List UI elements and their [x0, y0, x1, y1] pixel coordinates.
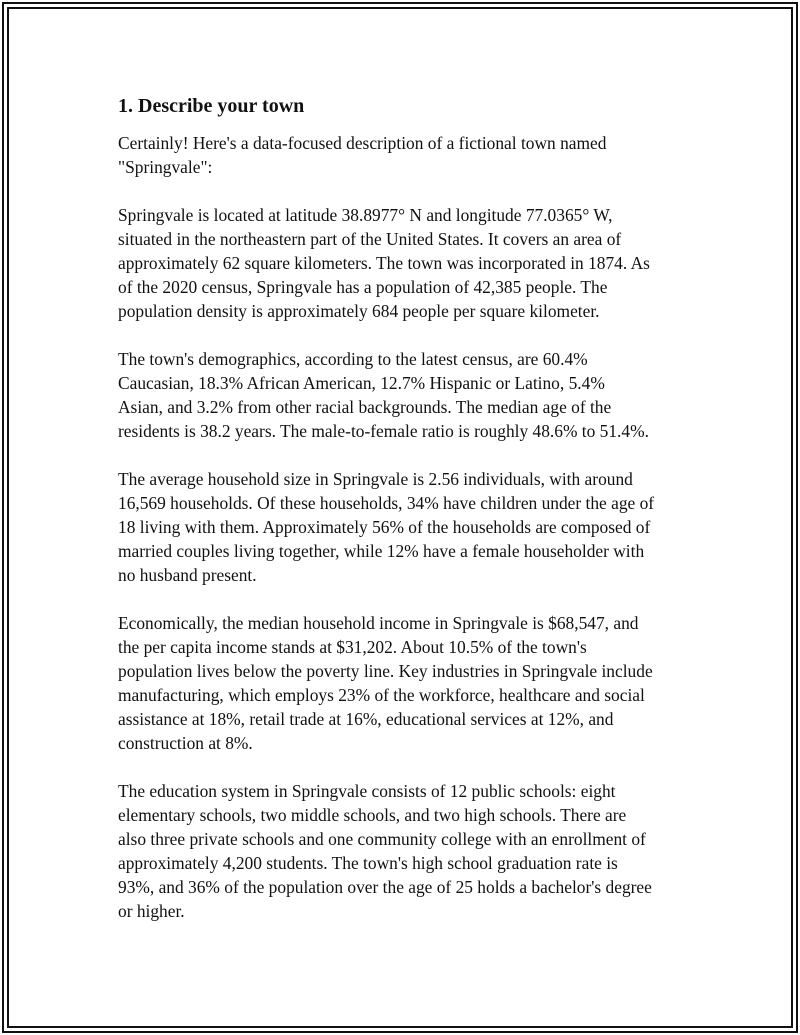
paragraph-location: Springvale is located at latitude 38.8977° N and longitude 77.0365° W, situated in the northeastern part of the United States. It covers an area of approximately 62 square kilometers. The town was incorporated in 1874. As of the 2020 census, Springvale has a population of 42,385 people. The population density is approximately 684 people per square kilometer.	[118, 205, 650, 321]
paragraph-intro: Certainly! Here's a data-focused description of a fictional town named "Springvale":	[118, 133, 607, 177]
document-body	[118, 93, 698, 947]
paragraph-education: The education system in Springvale consists of 12 public schools: eight elementary schools, two middle schools, and two high schools. There are also three private schools and one community college with an enrollment of approximately 4,200 students. The town's high school graduation rate is 93%, and 36% of the population over the age of 25 holds a bachelor's degree or higher.	[118, 781, 652, 921]
paragraph-economy: Economically, the median household income in Springvale is $68,547, and the per capita income stands at $31,202. About 10.5% of the town's population lives below the poverty line. Key industries in Springvale include manufacturing, which employs 23% of the workforce, healthcare and social assistance at 18%, retail trade at 16%, educational services at 12%, and construction at 8%.	[118, 613, 653, 753]
paragraph-households: The average household size in Springvale is 2.56 individuals, with around 16,569 households. Of these households, 34% have children under the age of 18 living with them. Approximately 56% of the households are composed of married couples living together, while 12% have a female householder with no husband present.	[118, 469, 655, 585]
section-heading: 1. Describe your town	[118, 95, 305, 117]
paragraph-demographics: The town's demographics, according to the latest census, are 60.4% Caucasian, 18.3% African American, 12.7% Hispanic or Latino, 5.4% Asian, and 3.2% from other racial backgrounds. The median age of the residents is 38.2 years. The male-to-female ratio is roughly 48.6% to 51.4%.	[118, 349, 649, 441]
